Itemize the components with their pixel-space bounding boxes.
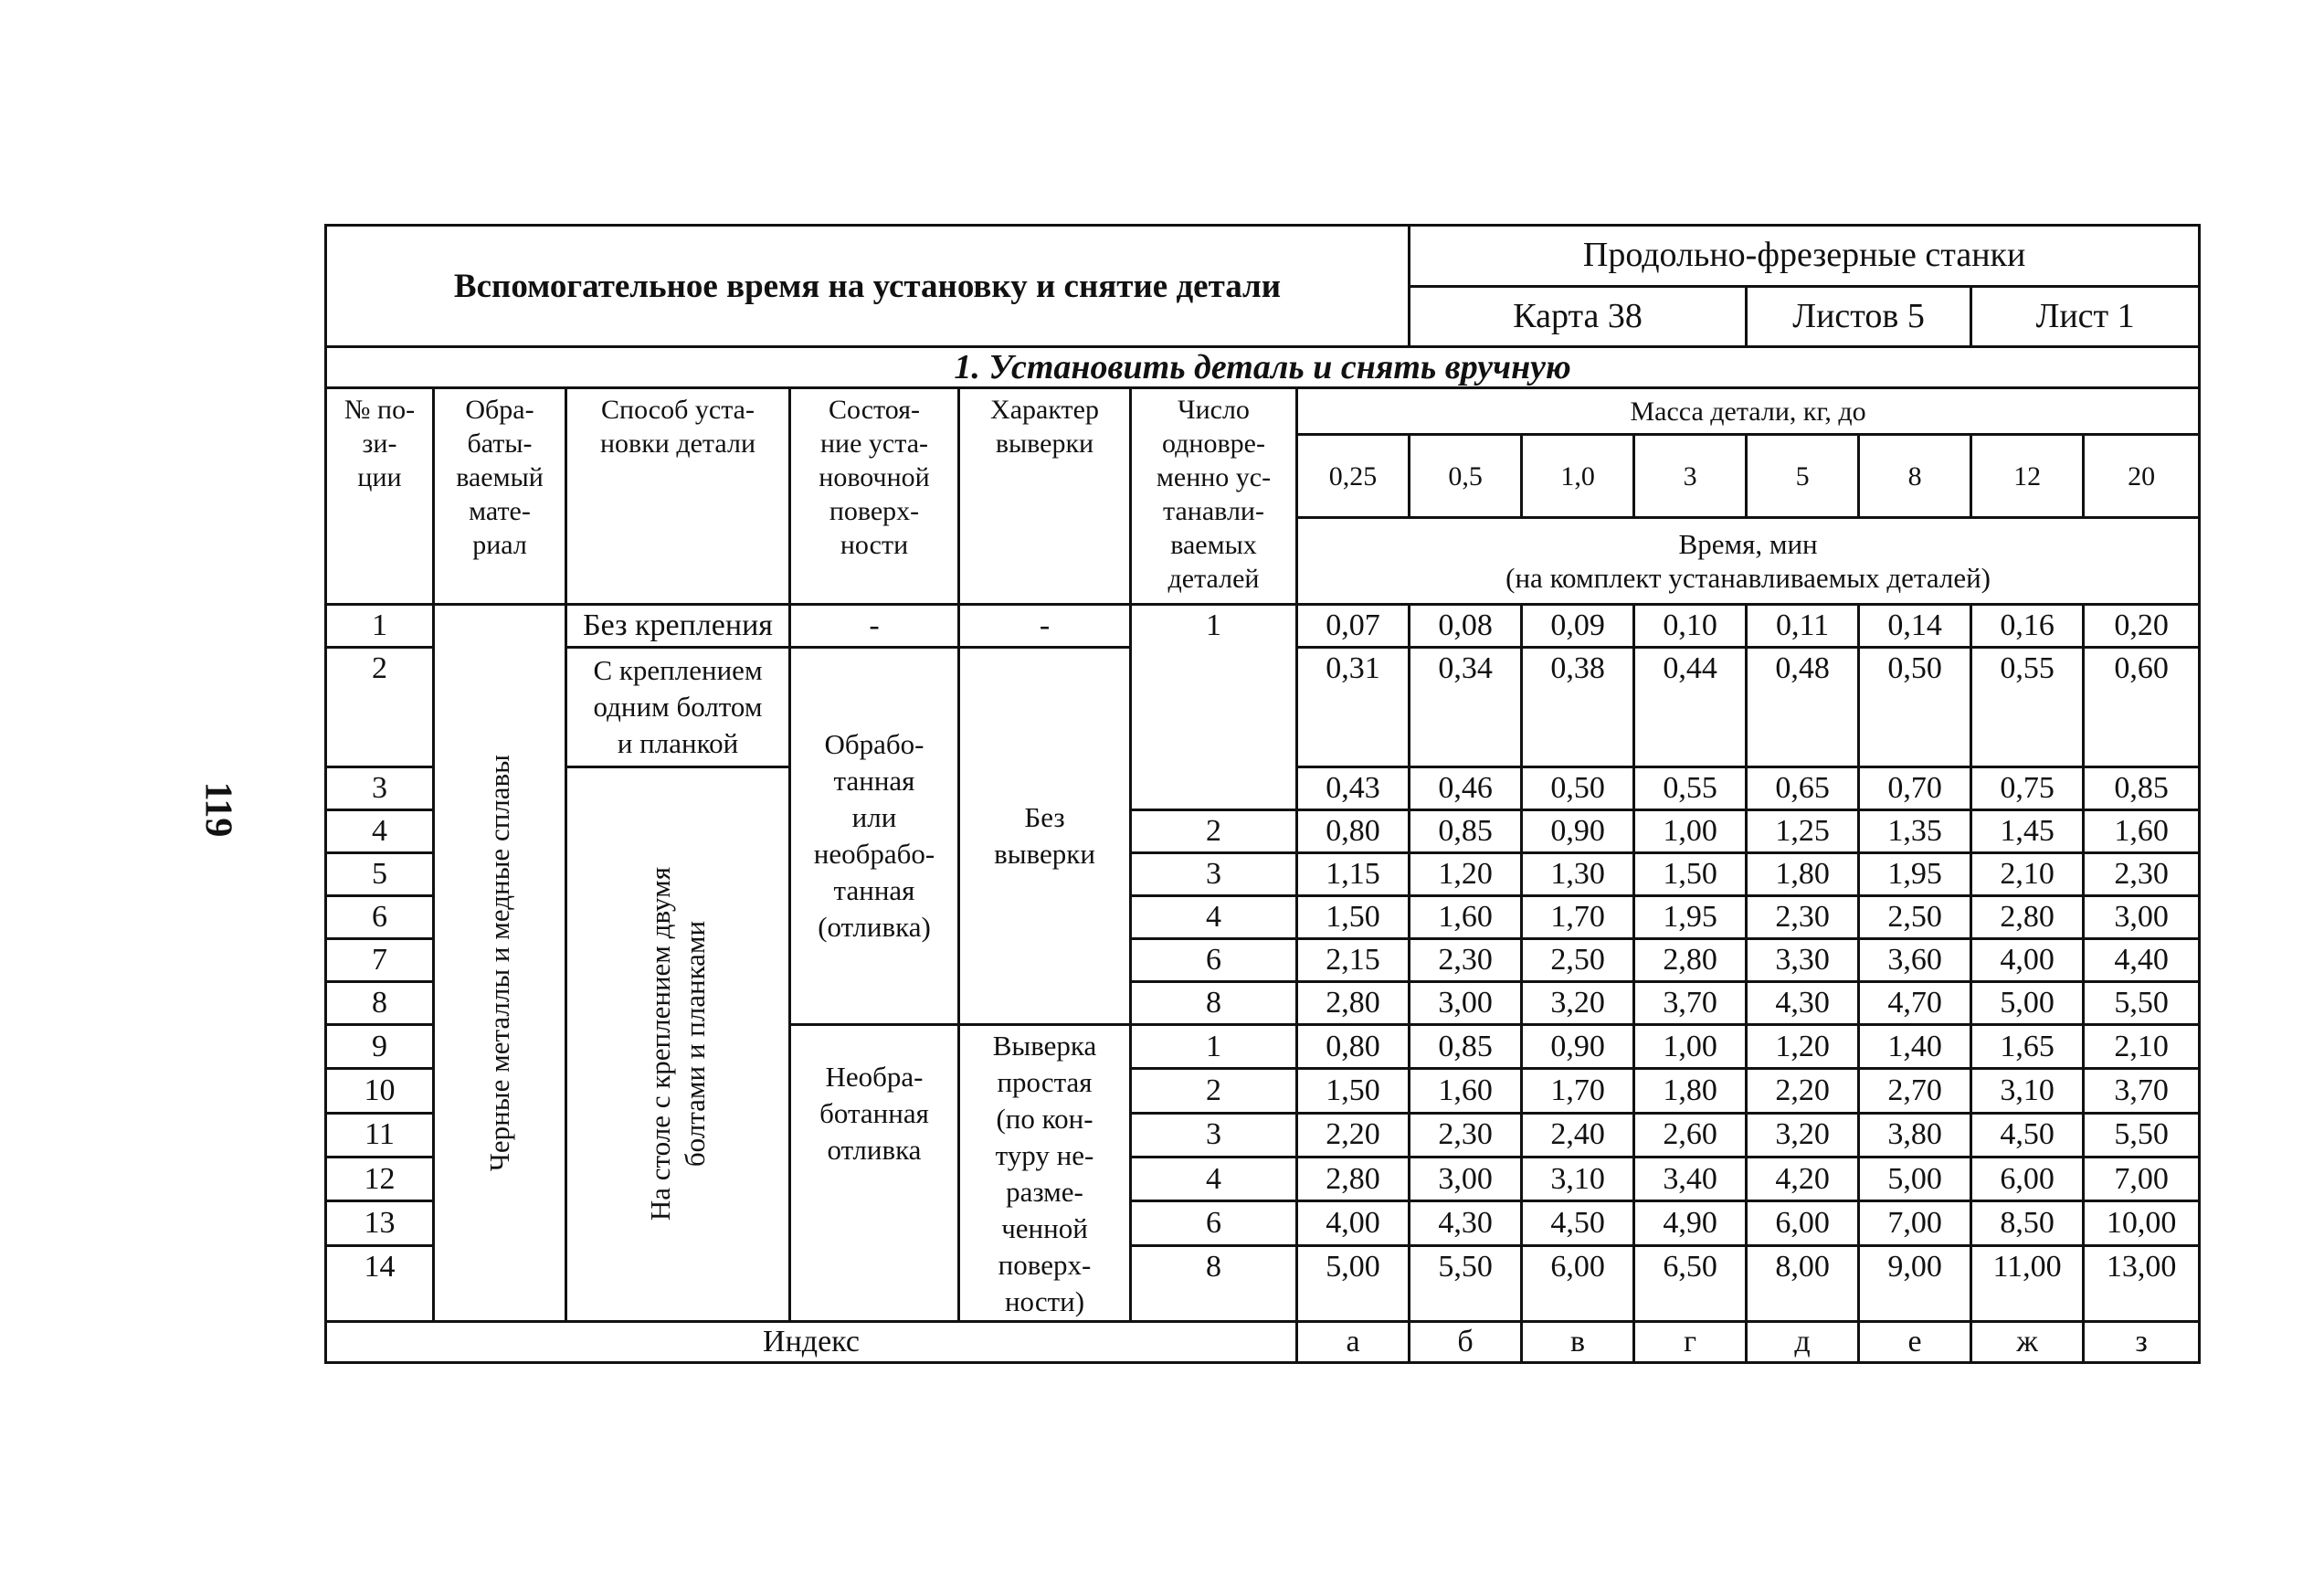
page-number: 119 bbox=[196, 781, 239, 838]
time-value: 0,50 bbox=[1522, 767, 1634, 810]
time-value: 1,80 bbox=[1634, 1069, 1747, 1113]
time-value: 3,70 bbox=[1634, 982, 1747, 1025]
time-value: 1,50 bbox=[1297, 1069, 1410, 1113]
position-number: 4 bbox=[326, 810, 434, 853]
time-value: 5,50 bbox=[2084, 982, 2200, 1025]
time-value: 0,85 bbox=[1410, 810, 1522, 853]
index-value: з bbox=[2084, 1322, 2200, 1363]
time-value: 0,20 bbox=[2084, 605, 2200, 648]
time-value: 1,95 bbox=[1634, 896, 1747, 939]
time-value: 6,50 bbox=[1634, 1245, 1747, 1321]
position-number: 14 bbox=[326, 1245, 434, 1321]
time-value: 3,60 bbox=[1859, 939, 1971, 982]
col-mass: Масса детали, кг, до bbox=[1297, 388, 2200, 435]
count-cell: 2 bbox=[1131, 1069, 1297, 1113]
index-value: б bbox=[1410, 1322, 1522, 1363]
position-number: 12 bbox=[326, 1157, 434, 1200]
time-value: 4,50 bbox=[1522, 1201, 1634, 1245]
time-value: 2,80 bbox=[1634, 939, 1747, 982]
time-value: 2,30 bbox=[1747, 896, 1859, 939]
time-value: 1,25 bbox=[1747, 810, 1859, 853]
time-value: 4,70 bbox=[1859, 982, 1971, 1025]
time-value: 0,46 bbox=[1410, 767, 1522, 810]
position-number: 10 bbox=[326, 1069, 434, 1113]
time-value: 1,95 bbox=[1859, 853, 1971, 896]
time-value: 3,10 bbox=[1522, 1157, 1634, 1200]
time-value: 7,00 bbox=[2084, 1157, 2200, 1200]
time-value: 4,40 bbox=[2084, 939, 2200, 982]
time-value: 3,10 bbox=[1971, 1069, 2084, 1113]
count-cell: 4 bbox=[1131, 896, 1297, 939]
machine-type: Продольно-фрезерные станки bbox=[1410, 226, 2200, 287]
time-value: 0,70 bbox=[1859, 767, 1971, 810]
time-value: 1,80 bbox=[1747, 853, 1859, 896]
time-value: 0,85 bbox=[2084, 767, 2200, 810]
time-value: 1,50 bbox=[1297, 896, 1410, 939]
method-cell: Без крепления bbox=[566, 605, 790, 648]
time-value: 1,60 bbox=[1410, 896, 1522, 939]
time-value: 3,20 bbox=[1747, 1113, 1859, 1157]
material-label: Черные металлы и медные сплавы bbox=[483, 754, 515, 1172]
count-cell: 2 bbox=[1131, 810, 1297, 853]
time-value: 4,30 bbox=[1410, 1201, 1522, 1245]
time-value: 0,09 bbox=[1522, 605, 1634, 648]
time-value: 5,00 bbox=[1859, 1157, 1971, 1200]
time-value: 2,30 bbox=[2084, 853, 2200, 896]
time-value: 0,38 bbox=[1522, 648, 1634, 767]
count-cell: 8 bbox=[1131, 1245, 1297, 1321]
position-number: 8 bbox=[326, 982, 434, 1025]
time-value: 2,10 bbox=[1971, 853, 2084, 896]
time-value: 1,60 bbox=[1410, 1069, 1522, 1113]
time-value: 2,50 bbox=[1522, 939, 1634, 982]
alignment-cell: Выверка простая (по кон- туру не- разме- ченной поверх- ности) bbox=[959, 1025, 1131, 1322]
time-value: 1,30 bbox=[1522, 853, 1634, 896]
mass-value: 5 bbox=[1747, 435, 1859, 518]
time-value: 2,30 bbox=[1410, 939, 1522, 982]
time-value: 4,30 bbox=[1747, 982, 1859, 1025]
time-value: 0,80 bbox=[1297, 810, 1410, 853]
mass-value: 0,25 bbox=[1297, 435, 1410, 518]
time-value: 0,10 bbox=[1634, 605, 1747, 648]
time-value: 11,00 bbox=[1971, 1245, 2084, 1321]
col-position: № по- зи- ции bbox=[326, 388, 434, 605]
time-value: 0,07 bbox=[1297, 605, 1410, 648]
section-title: 1. Установить деталь и снять вручную bbox=[326, 347, 2200, 388]
time-value: 3,00 bbox=[2084, 896, 2200, 939]
count-cell: 1 bbox=[1131, 605, 1297, 810]
time-value: 3,40 bbox=[1634, 1157, 1747, 1200]
time-value: 1,20 bbox=[1410, 853, 1522, 896]
norms-card bbox=[324, 224, 2199, 1364]
time-value: 0,48 bbox=[1747, 648, 1859, 767]
time-value: 0,90 bbox=[1522, 1025, 1634, 1069]
col-time: Время, мин (на комплект устанавливаемых деталей) bbox=[1297, 518, 2200, 605]
time-value: 2,20 bbox=[1297, 1113, 1410, 1157]
time-value: 0,60 bbox=[2084, 648, 2200, 767]
count-cell: 3 bbox=[1131, 853, 1297, 896]
time-value: 0,80 bbox=[1297, 1025, 1410, 1069]
surface-cell: - bbox=[790, 605, 959, 648]
alignment-cell: - bbox=[959, 605, 1131, 648]
time-value: 1,15 bbox=[1297, 853, 1410, 896]
mass-value: 0,5 bbox=[1410, 435, 1522, 518]
time-value: 0,44 bbox=[1634, 648, 1747, 767]
sheet-number: Лист 1 bbox=[1971, 286, 2200, 347]
time-value: 0,14 bbox=[1859, 605, 1971, 648]
norms-table bbox=[324, 224, 2201, 1364]
col-count: Число одновре- менно ус- танавли- ваемых деталей bbox=[1131, 388, 1297, 605]
time-value: 5,00 bbox=[1971, 982, 2084, 1025]
position-number: 9 bbox=[326, 1025, 434, 1069]
time-value: 5,00 bbox=[1297, 1245, 1410, 1321]
time-value: 1,65 bbox=[1971, 1025, 2084, 1069]
time-value: 3,00 bbox=[1410, 982, 1522, 1025]
time-value: 1,60 bbox=[2084, 810, 2200, 853]
time-value: 6,00 bbox=[1747, 1201, 1859, 1245]
time-value: 7,00 bbox=[1859, 1201, 1971, 1245]
col-surface: Состоя- ние уста- новочной поверх- ности bbox=[790, 388, 959, 605]
position-number: 2 bbox=[326, 648, 434, 767]
time-value: 0,85 bbox=[1410, 1025, 1522, 1069]
method-label: На столе с креплением двумя болтами и планками bbox=[644, 867, 711, 1221]
time-value: 2,40 bbox=[1522, 1113, 1634, 1157]
time-value: 0,08 bbox=[1410, 605, 1522, 648]
time-value: 1,40 bbox=[1859, 1025, 1971, 1069]
time-value: 4,50 bbox=[1971, 1113, 2084, 1157]
time-value: 8,00 bbox=[1747, 1245, 1859, 1321]
index-value: в bbox=[1522, 1322, 1634, 1363]
mass-value: 20 bbox=[2084, 435, 2200, 518]
index-value: г bbox=[1634, 1322, 1747, 1363]
time-value: 2,20 bbox=[1747, 1069, 1859, 1113]
col-alignment: Характер выверки bbox=[959, 388, 1131, 605]
time-value: 0,90 bbox=[1522, 810, 1634, 853]
time-value: 3,00 bbox=[1410, 1157, 1522, 1200]
time-value: 1,70 bbox=[1522, 896, 1634, 939]
index-value: а bbox=[1297, 1322, 1410, 1363]
position-number: 5 bbox=[326, 853, 434, 896]
time-value: 2,30 bbox=[1410, 1113, 1522, 1157]
time-value: 4,20 bbox=[1747, 1157, 1859, 1200]
time-value: 1,00 bbox=[1634, 810, 1747, 853]
surface-cell: Необра- ботанная отливка bbox=[790, 1025, 959, 1322]
time-value: 3,70 bbox=[2084, 1069, 2200, 1113]
time-value: 2,80 bbox=[1297, 982, 1410, 1025]
time-value: 5,50 bbox=[2084, 1113, 2200, 1157]
time-value: 2,80 bbox=[1971, 896, 2084, 939]
mass-value: 1,0 bbox=[1522, 435, 1634, 518]
alignment-cell: Без выверки bbox=[959, 648, 1131, 1025]
time-value: 6,00 bbox=[1522, 1245, 1634, 1321]
position-number: 11 bbox=[326, 1113, 434, 1157]
position-number: 3 bbox=[326, 767, 434, 810]
time-value: 0,75 bbox=[1971, 767, 2084, 810]
count-cell: 3 bbox=[1131, 1113, 1297, 1157]
mass-value: 3 bbox=[1634, 435, 1747, 518]
time-value: 0,34 bbox=[1410, 648, 1522, 767]
index-value: е bbox=[1859, 1322, 1971, 1363]
time-value: 2,10 bbox=[2084, 1025, 2200, 1069]
time-value: 0,31 bbox=[1297, 648, 1410, 767]
time-value: 4,90 bbox=[1634, 1201, 1747, 1245]
card-title: Вспомогательное время на установку и снятие детали bbox=[326, 226, 1410, 347]
sheet-count: Листов 5 bbox=[1747, 286, 1971, 347]
time-value: 3,30 bbox=[1747, 939, 1859, 982]
count-cell: 6 bbox=[1131, 1201, 1297, 1245]
time-value: 3,80 bbox=[1859, 1113, 1971, 1157]
material-cell bbox=[434, 605, 566, 1322]
count-cell: 8 bbox=[1131, 982, 1297, 1025]
time-value: 6,00 bbox=[1971, 1157, 2084, 1200]
position-number: 1 bbox=[326, 605, 434, 648]
count-cell: 4 bbox=[1131, 1157, 1297, 1200]
index-value: д bbox=[1747, 1322, 1859, 1363]
time-value: 2,15 bbox=[1297, 939, 1410, 982]
surface-cell: Обрабо- танная или необрабо- танная (отливка) bbox=[790, 648, 959, 1025]
time-value: 5,50 bbox=[1410, 1245, 1522, 1321]
time-value: 1,35 bbox=[1859, 810, 1971, 853]
col-material: Обра- баты- ваемый мате- риал bbox=[434, 388, 566, 605]
time-value: 9,00 bbox=[1859, 1245, 1971, 1321]
time-value: 1,45 bbox=[1971, 810, 2084, 853]
time-value: 10,00 bbox=[2084, 1201, 2200, 1245]
time-value: 3,20 bbox=[1522, 982, 1634, 1025]
time-value: 1,20 bbox=[1747, 1025, 1859, 1069]
time-value: 8,50 bbox=[1971, 1201, 2084, 1245]
position-number: 13 bbox=[326, 1201, 434, 1245]
time-value: 2,80 bbox=[1297, 1157, 1410, 1200]
time-value: 4,00 bbox=[1297, 1201, 1410, 1245]
index-value: ж bbox=[1971, 1322, 2084, 1363]
card-number: Карта 38 bbox=[1410, 286, 1747, 347]
time-value: 0,43 bbox=[1297, 767, 1410, 810]
time-value: 2,50 bbox=[1859, 896, 1971, 939]
time-value: 1,50 bbox=[1634, 853, 1747, 896]
time-value: 0,11 bbox=[1747, 605, 1859, 648]
time-value: 0,55 bbox=[1634, 767, 1747, 810]
position-number: 6 bbox=[326, 896, 434, 939]
time-value: 2,70 bbox=[1859, 1069, 1971, 1113]
time-value: 13,00 bbox=[2084, 1245, 2200, 1321]
time-value: 4,00 bbox=[1971, 939, 2084, 982]
count-cell: 1 bbox=[1131, 1025, 1297, 1069]
position-number: 7 bbox=[326, 939, 434, 982]
index-label: Индекс bbox=[326, 1322, 1297, 1363]
col-method: Способ уста- новки детали bbox=[566, 388, 790, 605]
time-value: 0,65 bbox=[1747, 767, 1859, 810]
time-value: 1,00 bbox=[1634, 1025, 1747, 1069]
time-value: 0,50 bbox=[1859, 648, 1971, 767]
method-cell: С креплением одним болтом и планкой bbox=[566, 648, 790, 767]
time-value: 0,16 bbox=[1971, 605, 2084, 648]
mass-value: 8 bbox=[1859, 435, 1971, 518]
time-value: 1,70 bbox=[1522, 1069, 1634, 1113]
time-value: 2,60 bbox=[1634, 1113, 1747, 1157]
method-cell bbox=[566, 767, 790, 1322]
time-value: 0,55 bbox=[1971, 648, 2084, 767]
mass-value: 12 bbox=[1971, 435, 2084, 518]
count-cell: 6 bbox=[1131, 939, 1297, 982]
